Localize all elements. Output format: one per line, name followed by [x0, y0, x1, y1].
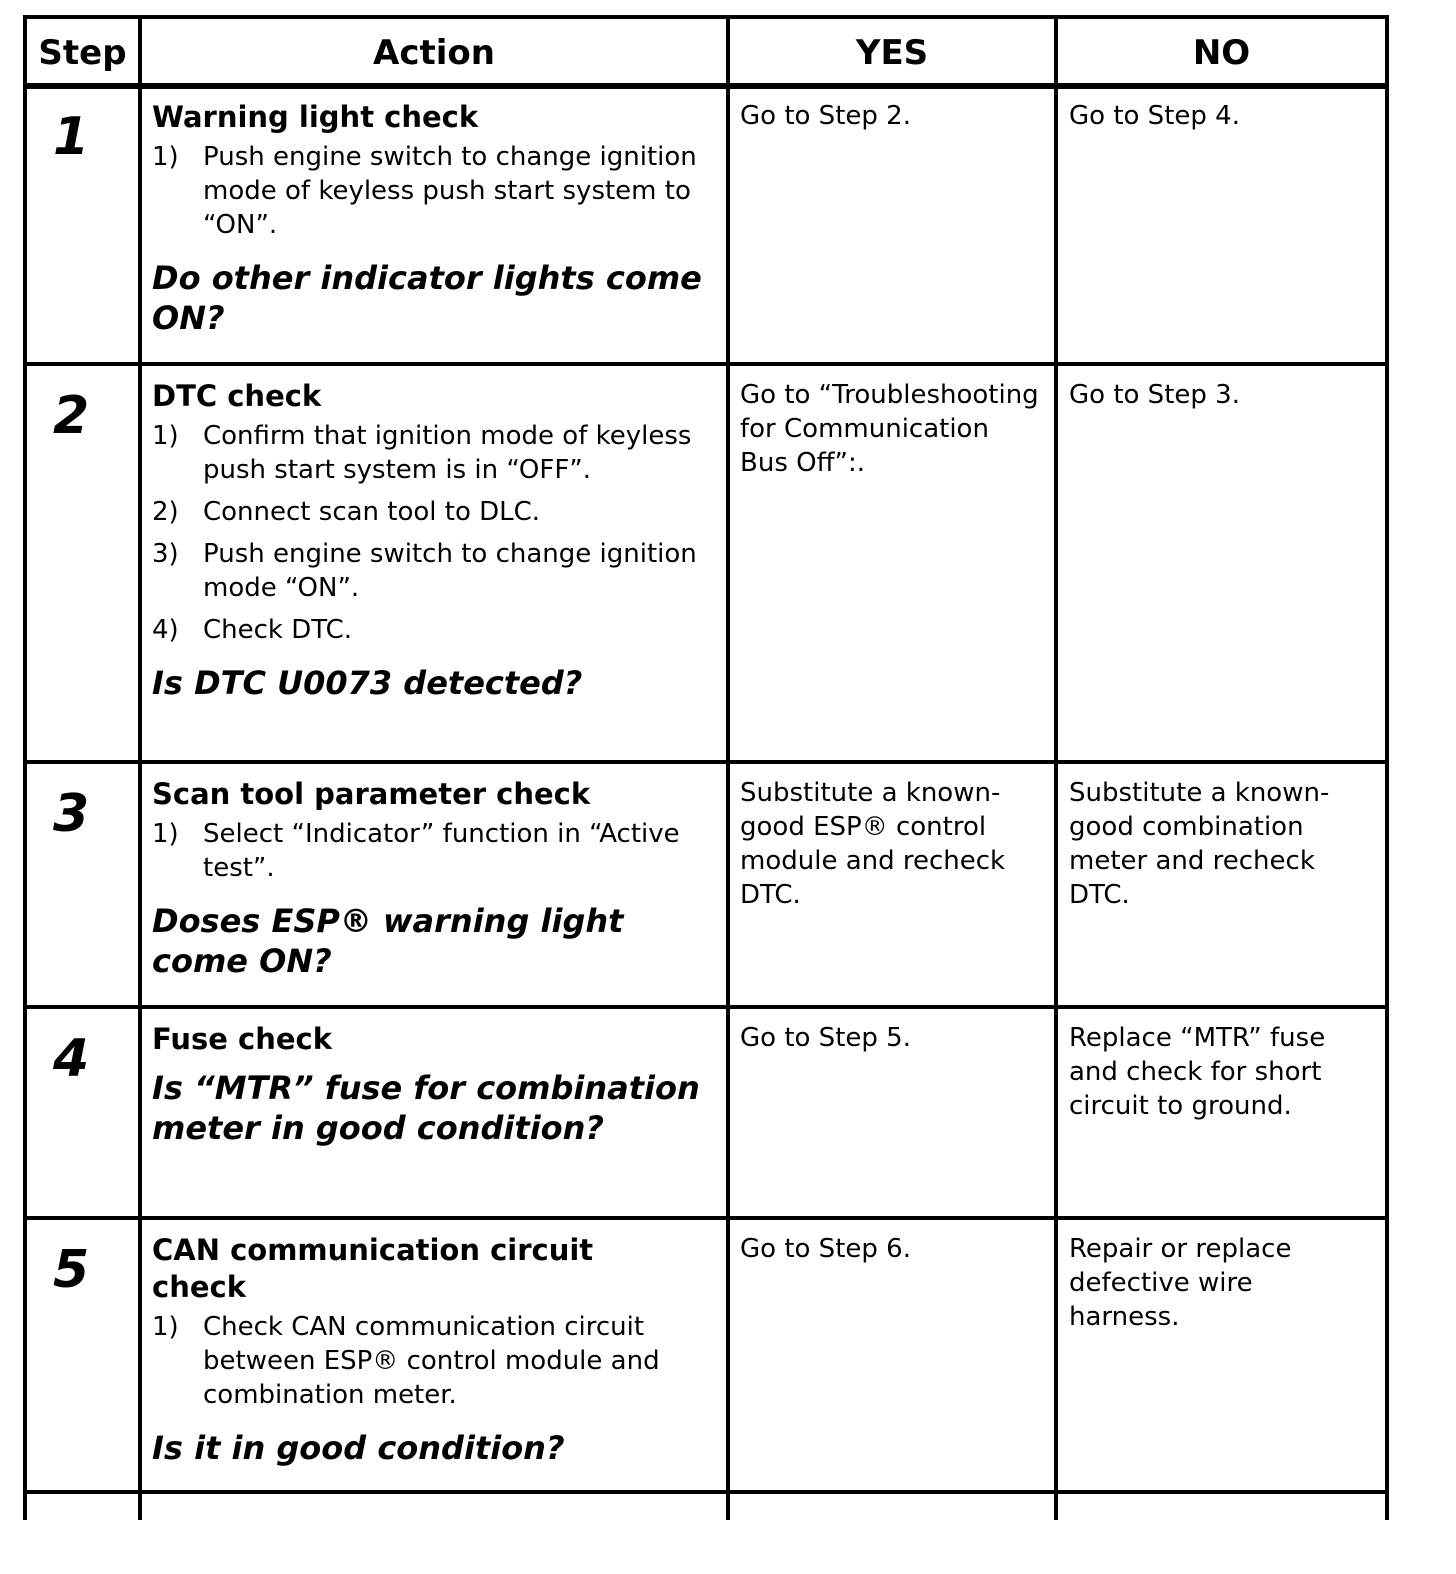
- no-cell: Repair or replace defective wire harness.: [1069, 1234, 1292, 1332]
- step-number: 4: [53, 1029, 90, 1089]
- substep: [152, 613, 712, 647]
- header-step: Step: [38, 33, 127, 73]
- header-action: Action: [373, 33, 495, 73]
- table-border-left: [23, 15, 27, 1520]
- substep-text: Confirm that ignition mode of keyless push start system is in “OFF”.: [203, 421, 692, 485]
- step-number: 2: [53, 386, 90, 446]
- table-border-right: [1385, 15, 1389, 1520]
- substep-text: Connect scan tool to DLC.: [203, 497, 541, 527]
- action-cell: [152, 378, 712, 703]
- action-question: Is DTC U0073 detected?: [152, 664, 583, 702]
- yes-cell: Go to Step 6.: [740, 1234, 911, 1264]
- yes-cell: Substitute a known-good ESP® control module and recheck DTC.: [740, 778, 1006, 910]
- substep-number: 1): [152, 421, 179, 451]
- substep-list: [152, 1310, 712, 1412]
- substep-number: 1): [152, 142, 179, 172]
- action-cell: [152, 1232, 712, 1468]
- row-divider: [23, 1490, 1389, 1494]
- step-number: 3: [53, 784, 90, 844]
- substep-list: [152, 817, 712, 885]
- action-cell: [152, 99, 712, 338]
- row-divider: [23, 362, 1389, 366]
- substep-number: 2): [152, 497, 179, 527]
- header-no: NO: [1192, 33, 1251, 73]
- action-title: Fuse check: [152, 1022, 333, 1056]
- no-cell: Go to Step 3.: [1069, 380, 1240, 410]
- action-cell: [152, 1021, 712, 1148]
- yes-cell: Go to Step 2.: [740, 101, 911, 131]
- substep-list: [152, 140, 712, 242]
- step-number: 1: [53, 107, 90, 167]
- row-divider: [23, 1216, 1389, 1220]
- action-title: CAN communication circuit check: [152, 1233, 594, 1304]
- step-number: 5: [53, 1240, 90, 1300]
- substep-number: 1): [152, 1312, 179, 1342]
- substep-text: Select “Indicator” function in “Active test”.: [203, 819, 680, 883]
- action-question: Is it in good condition?: [152, 1429, 565, 1467]
- no-cell: Replace “MTR” fuse and check for short circuit to ground.: [1069, 1023, 1326, 1121]
- yes-cell: Go to “Troubleshooting for Communication Bus Off”:.: [740, 380, 1039, 478]
- substep-list: [152, 419, 712, 647]
- row-divider: [23, 760, 1389, 764]
- action-cell: [152, 776, 712, 981]
- substep: [152, 495, 712, 529]
- column-divider-action: [726, 15, 730, 1520]
- yes-cell: Go to Step 5.: [740, 1023, 911, 1053]
- substep: [152, 1310, 712, 1412]
- no-cell: Substitute a known-good combination meter and recheck DTC.: [1069, 778, 1330, 910]
- action-question: Doses ESP® warning light come ON?: [152, 902, 624, 980]
- substep: [152, 419, 712, 487]
- substep-text: Check CAN communication circuit between ESP® control module and combination meter.: [203, 1312, 660, 1410]
- substep-text: Check DTC.: [203, 615, 353, 645]
- substep-text: Push engine switch to change ignition mode of keyless push start system to “ON”.: [203, 142, 697, 240]
- substep-number: 1): [152, 819, 179, 849]
- substep-number: 3): [152, 539, 179, 569]
- column-divider-step: [138, 15, 142, 1520]
- action-question: Do other indicator lights come ON?: [152, 259, 702, 337]
- substep: [152, 537, 712, 605]
- action-title: DTC check: [152, 379, 322, 413]
- column-divider-yes: [1054, 15, 1058, 1520]
- substep-number: 4): [152, 615, 179, 645]
- action-title: Scan tool parameter check: [152, 777, 591, 811]
- diagnostic-table: [23, 15, 1389, 1520]
- row-divider: [23, 1005, 1389, 1009]
- header-yes: YES: [855, 33, 929, 73]
- substep: [152, 817, 712, 885]
- no-cell: Go to Step 4.: [1069, 101, 1240, 131]
- action-title: Warning light check: [152, 100, 479, 134]
- action-question: Is “MTR” fuse for combination meter in good condition?: [152, 1069, 700, 1147]
- substep: [152, 140, 712, 242]
- substep-text: Push engine switch to change ignition mode “ON”.: [203, 539, 697, 603]
